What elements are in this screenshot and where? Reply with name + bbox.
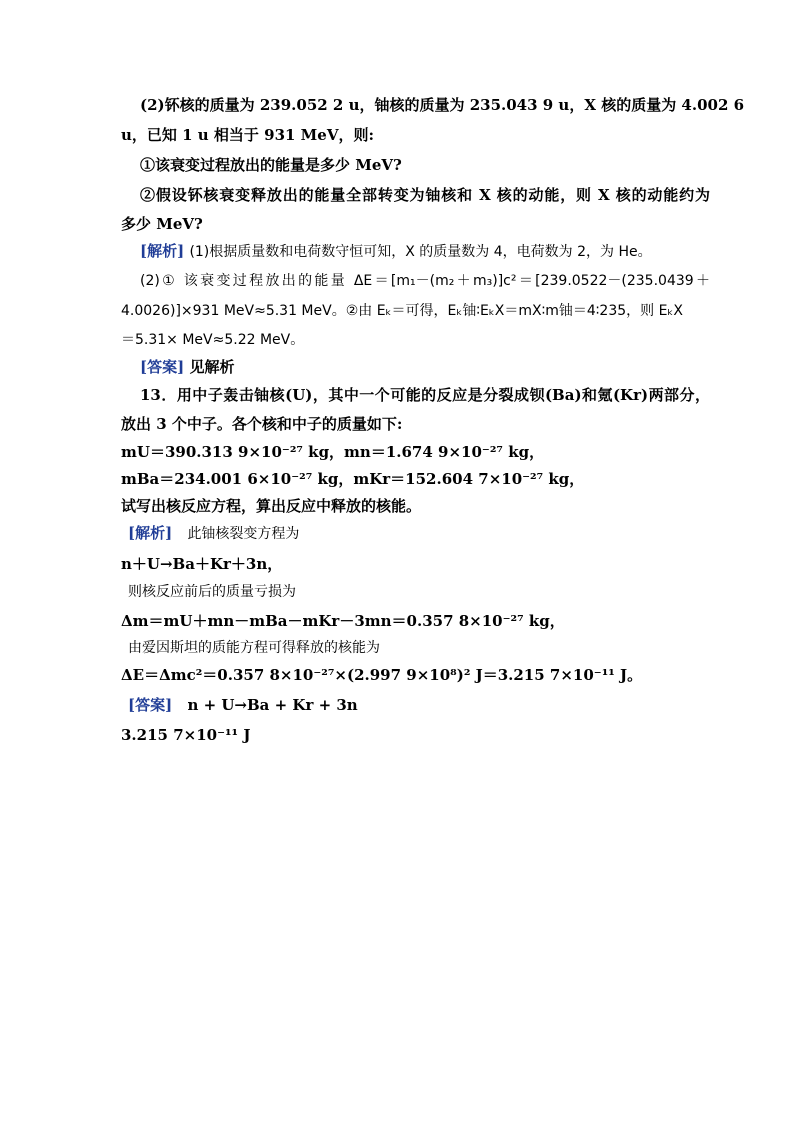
q12-line-1: (2)钚核的质量为 239.052 2 u，铀核的质量为 235.043 9 u，X 核的质量为 4.002 6 (140, 96, 745, 114)
q13-analysis-text-1: 此铀核裂变方程为 (187, 526, 300, 542)
q13-line-1: 13．用中子轰击铀核(U)，其中一个可能的反应是分裂成钡(Ba)和氪(Kr)两部分， (140, 386, 710, 404)
q12-analysis-line-1 (140, 240, 652, 263)
q12-analysis-line-3: 4.0026)]×931 MeV≈5.31 MeV。②由 Eₖ＝可得，Eₖ铀∶EₖX＝mX∶m铀＝4∶235，则 EₖX (121, 303, 683, 319)
answer-tag: [答案] (128, 696, 173, 714)
q13-answer-line (128, 694, 358, 716)
q12-subquestion-2b: 多少 MeV? (121, 215, 203, 233)
q13-answer-energy: 3.215 7×10⁻¹¹ J (121, 726, 251, 744)
q12-line-2: u，已知 1 u 相当于 931 MeV，则: (121, 126, 374, 144)
q13-masses-line-2: mBa＝234.001 6×10⁻²⁷ kg，mKr＝152.604 7×10⁻²⁷ kg， (121, 470, 585, 488)
q13-line-2: 放出 3 个中子。各个核和中子的质量如下: (121, 415, 403, 433)
q12-subquestion-2a: ②假设钚核衰变释放出的能量全部转变为铀核和 X 核的动能，则 X 核的动能约为 (140, 186, 710, 204)
answer-tag: [答案] (140, 358, 185, 376)
q12-answer-line (140, 356, 234, 378)
q12-analysis-line-4: ＝5.31× MeV≈5.22 MeV。 (121, 332, 305, 348)
q13-analysis-line-1 (128, 522, 299, 545)
q13-analysis-text-2: 则核反应前后的质量亏损为 (128, 584, 296, 600)
q12-analysis-text-1: (1)根据质量数和电荷数守恒可知，X 的质量数为 4，电荷数为 2，为 He。 (189, 244, 652, 260)
q13-analysis-text-3: 由爱因斯坦的质能方程可得释放的核能为 (128, 640, 380, 656)
q12-answer-text: 见解析 (189, 358, 235, 376)
analysis-tag: [解析] (140, 242, 185, 260)
analysis-tag: [解析] (128, 524, 173, 542)
q13-mass-defect: Δm＝mU＋mn－mBa－mKr－3mn＝0.357 8×10⁻²⁷ kg， (121, 612, 565, 630)
q13-energy-release: ΔE＝Δmc²＝0.357 8×10⁻²⁷×(2.997 9×10⁸)² J＝3.215 7×10⁻¹¹ J。 (121, 666, 643, 684)
q12-analysis-line-2: (2)① 该衰变过程放出的能量 ΔE＝[m₁－(m₂＋m₃)]c²＝[239.0522－(235.0439＋ (140, 273, 710, 289)
q13-task: 试写出核反应方程，算出反应中释放的核能。 (121, 497, 422, 515)
q13-reaction-equation: n＋U→Ba＋Kr＋3n， (121, 555, 283, 573)
q13-masses-line-1: mU＝390.313 9×10⁻²⁷ kg，mn＝1.674 9×10⁻²⁷ kg， (121, 443, 545, 461)
q12-subquestion-1: ①该衰变过程放出的能量是多少 MeV? (140, 156, 402, 174)
q13-answer-equation: n + U→Ba + Kr + 3n (187, 696, 358, 714)
